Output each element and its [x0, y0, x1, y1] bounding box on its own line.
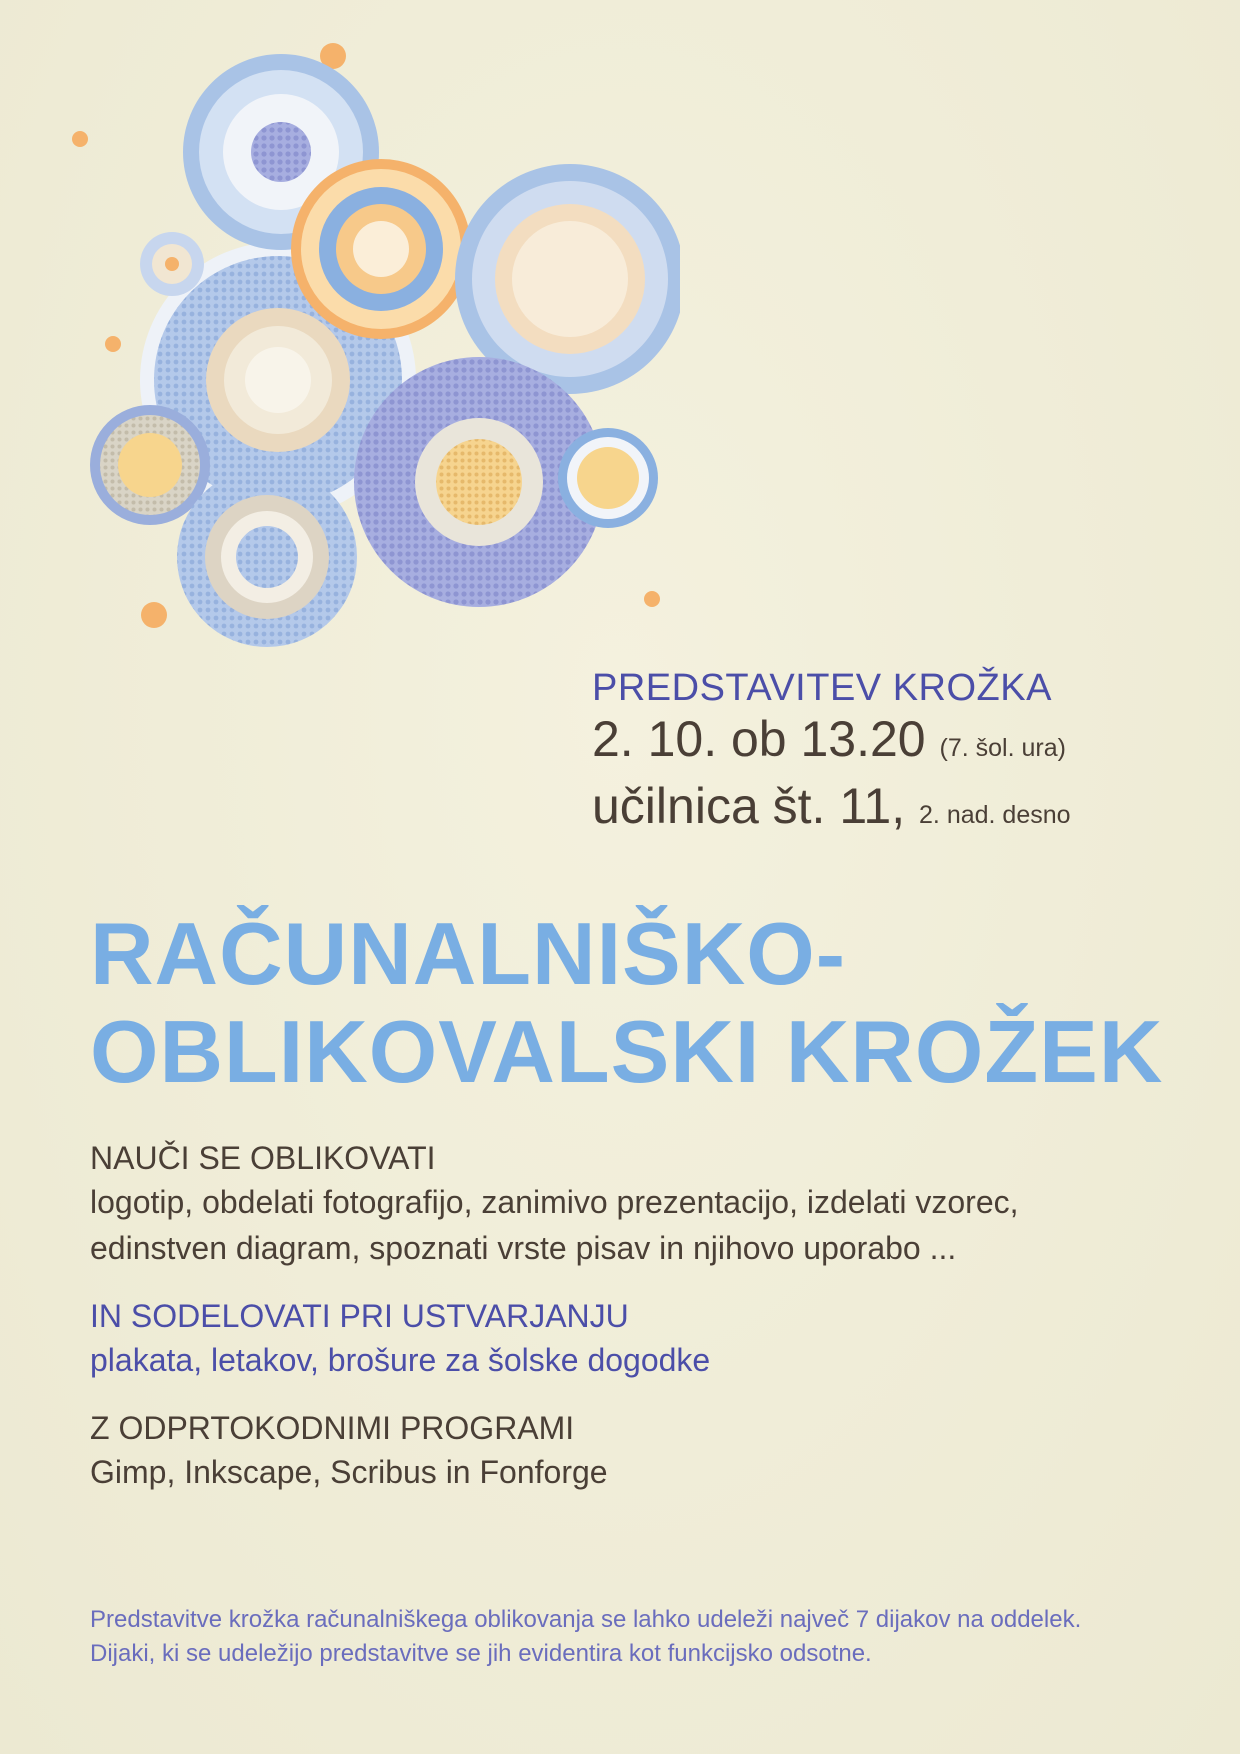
event-datetime: 2. 10. ob 13.20	[592, 711, 926, 767]
event-room: učilnica št. 11,	[592, 778, 906, 834]
event-info	[592, 666, 1071, 844]
title-line-2: OBLIKOVALSKI KROŽEK	[90, 1002, 1164, 1101]
event-heading: PREDSTAVITEV KROŽKA	[592, 667, 1052, 709]
section-learn-design	[90, 1137, 1019, 1271]
section-text-line: Gimp, Inkscape, Scribus in Fonforge	[90, 1454, 608, 1490]
title-line-1: RAČUNALNIŠKO-	[90, 904, 847, 1003]
section-open-source	[90, 1407, 608, 1495]
footnote-line-2: Dijaki, ki se udeležijo predstavitve se jih evidentira kot funkcijsko odsotne.	[90, 1640, 872, 1667]
section-heading: IN SODELOVATI PRI USTVARJANJU	[90, 1298, 629, 1334]
section-text-line: plakata, letakov, brošure za šolske dogodke	[90, 1342, 711, 1378]
section-heading: NAUČI SE OBLIKOVATI	[90, 1140, 436, 1176]
decorative-circles-illustration	[60, 30, 680, 650]
section-collaborate	[90, 1295, 710, 1383]
event-room-line	[592, 777, 1071, 844]
poster-title	[90, 905, 1163, 1101]
section-heading: Z ODPRTOKODNIMI PROGRAMI	[90, 1410, 575, 1446]
event-datetime-line	[592, 710, 1071, 777]
footnote	[90, 1603, 1081, 1671]
section-text-line: edinstven diagram, spoznati vrste pisav in njihovo uporabo ...	[90, 1230, 957, 1266]
event-room-note: 2. nad. desno	[919, 801, 1071, 829]
footnote-line-1: Predstavitve krožka računalniškega oblikovanja se lahko udeleži največ 7 dijakov na oddelek.	[90, 1606, 1082, 1633]
section-text-line: logotip, obdelati fotografijo, zanimivo prezentacijo, izdelati vzorec,	[90, 1184, 1019, 1220]
event-datetime-note: (7. šol. ura)	[939, 734, 1066, 762]
